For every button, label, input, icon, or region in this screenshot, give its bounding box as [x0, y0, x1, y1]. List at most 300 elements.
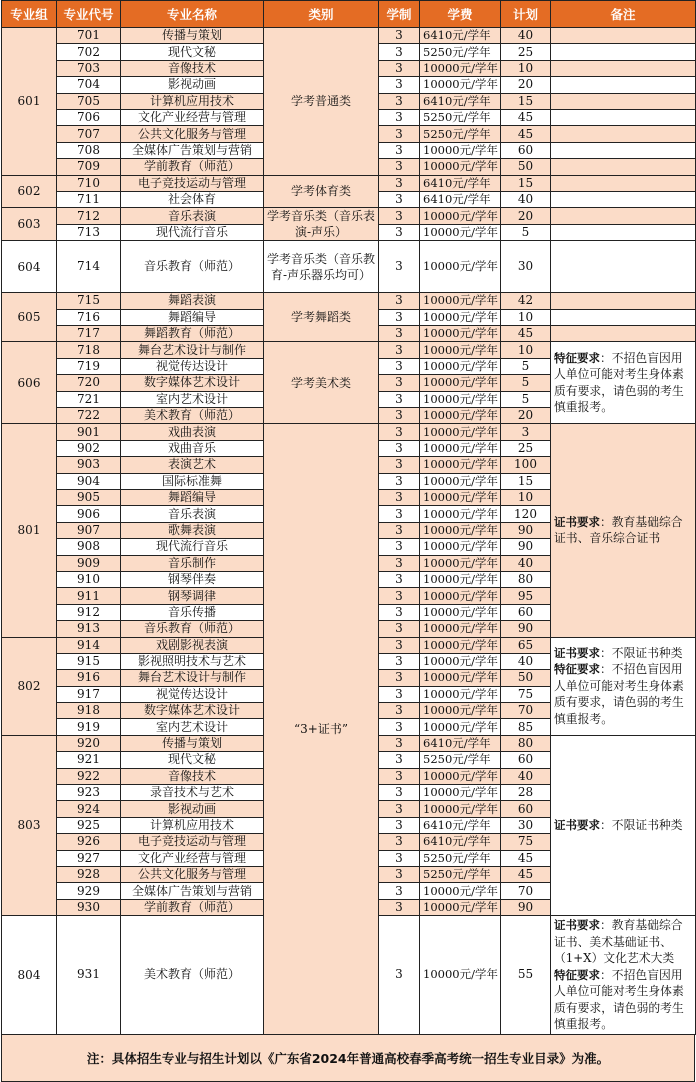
major-code: 916 [57, 670, 121, 686]
study-years: 3 [379, 175, 420, 191]
study-years: 3 [379, 309, 420, 325]
note-text: ：不招色盲因用人单位可能对考生身体素质有要求，请色弱的考生慎重报考。 [554, 350, 684, 415]
note-label: 证书要求 [554, 645, 600, 660]
tuition-fee: 10000元/学年 [420, 703, 501, 719]
major-name: 舞台艺术设计与制作 [121, 670, 264, 686]
study-years: 3 [379, 686, 420, 702]
tuition-fee: 10000元/学年 [420, 686, 501, 702]
tuition-fee: 5250元/学年 [420, 850, 501, 866]
major-name: 视觉传达设计 [121, 686, 264, 702]
major-name: 美术教育（师范） [121, 408, 264, 424]
major-code: 711 [57, 191, 121, 207]
study-years: 3 [379, 159, 420, 175]
enrollment-plan: 60 [501, 801, 551, 817]
major-name: 钢琴伴奏 [121, 571, 264, 587]
major-code: 713 [57, 224, 121, 241]
group-id-cell: 801 [2, 424, 57, 637]
major-name: 音像技术 [121, 768, 264, 784]
major-code: 701 [57, 28, 121, 44]
group-id-cell: 605 [2, 293, 57, 342]
major-name: 数字媒体艺术设计 [121, 375, 264, 391]
tuition-fee: 10000元/学年 [420, 768, 501, 784]
category-cell: 学考音乐类（音乐表演-声乐） [264, 208, 379, 241]
major-code: 722 [57, 408, 121, 424]
major-name: 舞蹈编导 [121, 489, 264, 505]
notes-cell [551, 60, 696, 76]
major-code: 917 [57, 686, 121, 702]
tuition-fee: 10000元/学年 [420, 506, 501, 522]
col-header-group: 专业组 [2, 1, 57, 28]
enrollment-plan: 15 [501, 93, 551, 109]
major-name: 音乐教育（师范） [121, 621, 264, 637]
study-years: 3 [379, 358, 420, 374]
category-cell: 学考舞蹈类 [264, 293, 379, 342]
tuition-fee: 10000元/学年 [420, 637, 501, 653]
major-name: 视觉传达设计 [121, 358, 264, 374]
study-years: 3 [379, 916, 420, 1035]
enrollment-plan: 70 [501, 703, 551, 719]
major-code: 707 [57, 126, 121, 142]
enrollment-plan: 45 [501, 126, 551, 142]
tuition-fee: 10000元/学年 [420, 653, 501, 669]
major-name: 歌舞表演 [121, 522, 264, 538]
category-cell: 学考音乐类（音乐教育-声乐器乐均可） [264, 241, 379, 293]
enrollment-plan: 80 [501, 571, 551, 587]
study-years: 3 [379, 44, 420, 60]
study-years: 3 [379, 555, 420, 571]
major-code: 708 [57, 142, 121, 158]
study-years: 3 [379, 326, 420, 342]
study-years: 3 [379, 539, 420, 555]
study-years: 3 [379, 424, 420, 440]
major-code: 903 [57, 457, 121, 473]
tuition-fee: 10000元/学年 [420, 60, 501, 76]
note-text: ：不招色盲因用人单位可能对考生身体素质有要求，请色弱的考生慎重报考。 [554, 662, 684, 726]
study-years: 3 [379, 653, 420, 669]
major-code: 710 [57, 175, 121, 191]
notes-cell [551, 77, 696, 93]
major-code: 902 [57, 440, 121, 456]
study-years: 3 [379, 588, 420, 604]
enrollment-plan: 25 [501, 44, 551, 60]
major-code: 921 [57, 752, 121, 768]
table-row [2, 241, 696, 293]
group-id-cell: 604 [2, 241, 57, 293]
enrollment-plan: 40 [501, 768, 551, 784]
major-name: 文化产业经营与管理 [121, 109, 264, 125]
tuition-fee: 10000元/学年 [420, 473, 501, 489]
notes-cell [551, 208, 696, 225]
category-cell: “3+证书” [264, 424, 379, 1034]
major-code: 927 [57, 850, 121, 866]
study-years: 3 [379, 60, 420, 76]
major-code: 923 [57, 785, 121, 801]
enrollment-plan: 90 [501, 621, 551, 637]
tuition-fee: 10000元/学年 [420, 785, 501, 801]
enrollment-plan: 50 [501, 670, 551, 686]
footnote: 注：具体招生专业与招生计划以《广东省2024年普通高校春季高考统一招生专业目录》为准。 [1, 1035, 695, 1082]
major-code: 718 [57, 342, 121, 358]
col-header-plan: 计划 [501, 1, 551, 28]
note-label: 特征要求 [554, 662, 600, 677]
major-name: 计算机应用技术 [121, 93, 264, 109]
major-name: 电子竞技运动与管理 [121, 834, 264, 850]
enrollment-plan: 42 [501, 293, 551, 309]
enrollment-plan: 95 [501, 588, 551, 604]
enrollment-plan: 45 [501, 326, 551, 342]
major-name: 影视动画 [121, 77, 264, 93]
table-row [2, 424, 696, 440]
tuition-fee: 6410元/学年 [420, 817, 501, 833]
col-header-years: 学制 [379, 1, 420, 28]
study-years: 3 [379, 506, 420, 522]
major-name: 传播与策划 [121, 735, 264, 751]
tuition-fee: 10000元/学年 [420, 899, 501, 915]
major-name: 美术教育（师范） [121, 916, 264, 1035]
major-code: 915 [57, 653, 121, 669]
study-years: 3 [379, 670, 420, 686]
tuition-fee: 10000元/学年 [420, 539, 501, 555]
enrollment-plan: 30 [501, 241, 551, 293]
study-years: 3 [379, 801, 420, 817]
major-code: 909 [57, 555, 121, 571]
enrollment-plan: 65 [501, 637, 551, 653]
study-years: 3 [379, 735, 420, 751]
tuition-fee: 10000元/学年 [420, 670, 501, 686]
note-label: 特征要求 [554, 350, 600, 365]
enrollment-plan: 120 [501, 506, 551, 522]
major-code: 931 [57, 916, 121, 1035]
enrollment-plan: 75 [501, 834, 551, 850]
major-code: 709 [57, 159, 121, 175]
major-code: 907 [57, 522, 121, 538]
major-code: 913 [57, 621, 121, 637]
major-name: 音乐制作 [121, 555, 264, 571]
tuition-fee: 5250元/学年 [420, 126, 501, 142]
enrollment-plan: 85 [501, 719, 551, 735]
group-id-cell: 606 [2, 342, 57, 424]
study-years: 3 [379, 191, 420, 207]
major-name: 舞蹈表演 [121, 293, 264, 309]
major-code: 719 [57, 358, 121, 374]
enrollment-plan: 75 [501, 686, 551, 702]
tuition-fee: 10000元/学年 [420, 489, 501, 505]
major-name: 音像技术 [121, 60, 264, 76]
enrollment-plan: 15 [501, 473, 551, 489]
table-row [2, 175, 696, 191]
group-id-cell: 803 [2, 735, 57, 915]
major-code: 908 [57, 539, 121, 555]
tuition-fee: 10000元/学年 [420, 408, 501, 424]
category-cell: 学考体育类 [264, 175, 379, 208]
notes-cell [551, 637, 696, 735]
enrollment-plan: 10 [501, 60, 551, 76]
tuition-fee: 6410元/学年 [420, 28, 501, 44]
major-name: 室内艺术设计 [121, 391, 264, 407]
study-years: 3 [379, 126, 420, 142]
group-id-cell: 603 [2, 208, 57, 241]
study-years: 3 [379, 241, 420, 293]
enrollment-plan: 5 [501, 224, 551, 241]
tuition-fee: 10000元/学年 [420, 293, 501, 309]
enrollment-plan: 45 [501, 866, 551, 882]
note-text: ：不招色盲因用人单位可能对考生身体素质有要求，请色弱的考生慎重报考。 [554, 967, 684, 1032]
study-years: 3 [379, 375, 420, 391]
major-name: 戏曲音乐 [121, 440, 264, 456]
tuition-fee: 10000元/学年 [420, 375, 501, 391]
tuition-fee: 10000元/学年 [420, 208, 501, 225]
study-years: 3 [379, 703, 420, 719]
note-label: 证书要求 [554, 514, 600, 529]
major-name: 舞蹈教育（师范） [121, 326, 264, 342]
major-name: 室内艺术设计 [121, 719, 264, 735]
tuition-fee: 10000元/学年 [420, 440, 501, 456]
notes-cell [551, 44, 696, 60]
notes-cell [551, 175, 696, 191]
enrollment-plan: 40 [501, 191, 551, 207]
note-text: ：不限证书种类 [600, 818, 683, 833]
enrollment-plan: 10 [501, 342, 551, 358]
notes-cell [551, 326, 696, 342]
col-header-fee: 学费 [420, 1, 501, 28]
enrollment-plan: 70 [501, 883, 551, 899]
notes-cell [551, 28, 696, 44]
enrollment-plan: 45 [501, 109, 551, 125]
enrollment-plan: 40 [501, 28, 551, 44]
group-id-cell: 804 [2, 916, 57, 1035]
notes-cell [551, 109, 696, 125]
major-name: 舞蹈编导 [121, 309, 264, 325]
major-name: 学前教育（师范） [121, 899, 264, 915]
major-code: 712 [57, 208, 121, 225]
enrollment-plan: 3 [501, 424, 551, 440]
tuition-fee: 6410元/学年 [420, 735, 501, 751]
study-years: 3 [379, 408, 420, 424]
major-name: 文化产业经营与管理 [121, 850, 264, 866]
tuition-fee: 6410元/学年 [420, 93, 501, 109]
study-years: 3 [379, 489, 420, 505]
study-years: 3 [379, 208, 420, 225]
enrollment-plan: 10 [501, 489, 551, 505]
tuition-fee: 10000元/学年 [420, 522, 501, 538]
notes-cell [551, 142, 696, 158]
major-code: 911 [57, 588, 121, 604]
tuition-fee: 10000元/学年 [420, 604, 501, 620]
category-cell: 学考普通类 [264, 28, 379, 176]
major-code: 904 [57, 473, 121, 489]
notes-cell [551, 309, 696, 325]
tuition-fee: 10000元/学年 [420, 457, 501, 473]
tuition-fee: 10000元/学年 [420, 224, 501, 241]
tuition-fee: 10000元/学年 [420, 342, 501, 358]
study-years: 3 [379, 719, 420, 735]
tuition-fee: 6410元/学年 [420, 175, 501, 191]
study-years: 3 [379, 571, 420, 587]
enrollment-plan: 40 [501, 555, 551, 571]
group-id-cell: 802 [2, 637, 57, 735]
major-code: 914 [57, 637, 121, 653]
tuition-fee: 10000元/学年 [420, 719, 501, 735]
tuition-fee: 10000元/学年 [420, 801, 501, 817]
major-name: 音乐表演 [121, 208, 264, 225]
major-code: 919 [57, 719, 121, 735]
tuition-fee: 10000元/学年 [420, 424, 501, 440]
notes-cell [551, 342, 696, 424]
major-code: 925 [57, 817, 121, 833]
study-years: 3 [379, 604, 420, 620]
enrollment-plan: 90 [501, 539, 551, 555]
study-years: 3 [379, 817, 420, 833]
study-years: 3 [379, 93, 420, 109]
col-header-code: 专业代号 [57, 1, 121, 28]
major-code: 930 [57, 899, 121, 915]
header-row [2, 1, 696, 28]
enrollment-plan: 28 [501, 785, 551, 801]
enrollment-plan: 55 [501, 916, 551, 1035]
major-name: 传播与策划 [121, 28, 264, 44]
major-name: 公共文化服务与管理 [121, 866, 264, 882]
enrollment-plan: 40 [501, 653, 551, 669]
study-years: 3 [379, 142, 420, 158]
notes-cell [551, 224, 696, 241]
notes-cell [551, 93, 696, 109]
enrollment-plan: 5 [501, 375, 551, 391]
major-name: 计算机应用技术 [121, 817, 264, 833]
tuition-fee: 10000元/学年 [420, 77, 501, 93]
study-years: 3 [379, 785, 420, 801]
enrollment-plan: 20 [501, 77, 551, 93]
notes-cell [551, 159, 696, 175]
enrollment-plan: 5 [501, 391, 551, 407]
table-body [2, 28, 696, 1035]
table-row [2, 208, 696, 225]
tuition-fee: 6410元/学年 [420, 834, 501, 850]
major-name: 戏剧影视表演 [121, 637, 264, 653]
study-years: 3 [379, 77, 420, 93]
enrollment-plan: 100 [501, 457, 551, 473]
table-row [2, 342, 696, 358]
major-code: 703 [57, 60, 121, 76]
notes-cell [551, 424, 696, 637]
enrollment-plan: 60 [501, 604, 551, 620]
major-code: 926 [57, 834, 121, 850]
notes-cell [551, 735, 696, 915]
enrollment-plan: 5 [501, 358, 551, 374]
tuition-fee: 10000元/学年 [420, 391, 501, 407]
tuition-fee: 10000元/学年 [420, 309, 501, 325]
enrollment-plan: 10 [501, 309, 551, 325]
enrollment-plan: 30 [501, 817, 551, 833]
study-years: 3 [379, 899, 420, 915]
study-years: 3 [379, 637, 420, 653]
tuition-fee: 6410元/学年 [420, 191, 501, 207]
enrollment-plan: 20 [501, 408, 551, 424]
study-years: 3 [379, 28, 420, 44]
study-years: 3 [379, 752, 420, 768]
enrollment-plan: 60 [501, 142, 551, 158]
study-years: 3 [379, 293, 420, 309]
major-name: 全媒体广告策划与营销 [121, 883, 264, 899]
col-header-category: 类别 [264, 1, 379, 28]
major-code: 702 [57, 44, 121, 60]
table-row [2, 28, 696, 44]
notes-cell [551, 241, 696, 293]
major-code: 714 [57, 241, 121, 293]
major-code: 924 [57, 801, 121, 817]
tuition-fee: 10000元/学年 [420, 159, 501, 175]
major-name: 钢琴调律 [121, 588, 264, 604]
major-name: 数字媒体艺术设计 [121, 703, 264, 719]
major-name: 社会体育 [121, 191, 264, 207]
major-name: 影视动画 [121, 801, 264, 817]
major-code: 918 [57, 703, 121, 719]
major-code: 721 [57, 391, 121, 407]
major-code: 715 [57, 293, 121, 309]
major-name: 音乐表演 [121, 506, 264, 522]
major-code: 922 [57, 768, 121, 784]
study-years: 3 [379, 522, 420, 538]
group-id-cell: 602 [2, 175, 57, 208]
enrollment-plan: 45 [501, 850, 551, 866]
major-name: 音乐教育（师范） [121, 241, 264, 293]
study-years: 3 [379, 850, 420, 866]
major-code: 928 [57, 866, 121, 882]
study-years: 3 [379, 473, 420, 489]
tuition-fee: 5250元/学年 [420, 752, 501, 768]
major-code: 704 [57, 77, 121, 93]
major-code: 720 [57, 375, 121, 391]
tuition-fee: 10000元/学年 [420, 358, 501, 374]
study-years: 3 [379, 834, 420, 850]
major-name: 音乐传播 [121, 604, 264, 620]
enrollment-plan: 15 [501, 175, 551, 191]
major-code: 706 [57, 109, 121, 125]
tuition-fee: 5250元/学年 [420, 44, 501, 60]
note-label: 证书要求 [554, 818, 600, 833]
notes-cell [551, 191, 696, 207]
tuition-fee: 5250元/学年 [420, 109, 501, 125]
enrollment-plan: 80 [501, 735, 551, 751]
table-row [2, 293, 696, 309]
major-name: 学前教育（师范） [121, 159, 264, 175]
note-text: ：教育基础综合证书、美术基础证书、（1+X）文化艺术大类 [554, 918, 683, 966]
admissions-table [1, 0, 696, 1035]
major-code: 705 [57, 93, 121, 109]
study-years: 3 [379, 621, 420, 637]
major-name: 电子竞技运动与管理 [121, 175, 264, 191]
major-name: 现代流行音乐 [121, 224, 264, 241]
major-name: 影视照明技术与艺术 [121, 653, 264, 669]
major-code: 912 [57, 604, 121, 620]
note-label: 证书要求 [554, 918, 600, 933]
major-name: 表演艺术 [121, 457, 264, 473]
major-code: 910 [57, 571, 121, 587]
major-name: 戏曲表演 [121, 424, 264, 440]
tuition-fee: 5250元/学年 [420, 866, 501, 882]
enrollment-plan: 20 [501, 208, 551, 225]
major-code: 905 [57, 489, 121, 505]
enrollment-plan: 50 [501, 159, 551, 175]
major-name: 国际标准舞 [121, 473, 264, 489]
study-years: 3 [379, 883, 420, 899]
major-name: 公共文化服务与管理 [121, 126, 264, 142]
major-name: 现代文秘 [121, 752, 264, 768]
group-id-cell: 601 [2, 28, 57, 176]
major-code: 717 [57, 326, 121, 342]
major-code: 906 [57, 506, 121, 522]
tuition-fee: 10000元/学年 [420, 883, 501, 899]
tuition-fee: 10000元/学年 [420, 588, 501, 604]
